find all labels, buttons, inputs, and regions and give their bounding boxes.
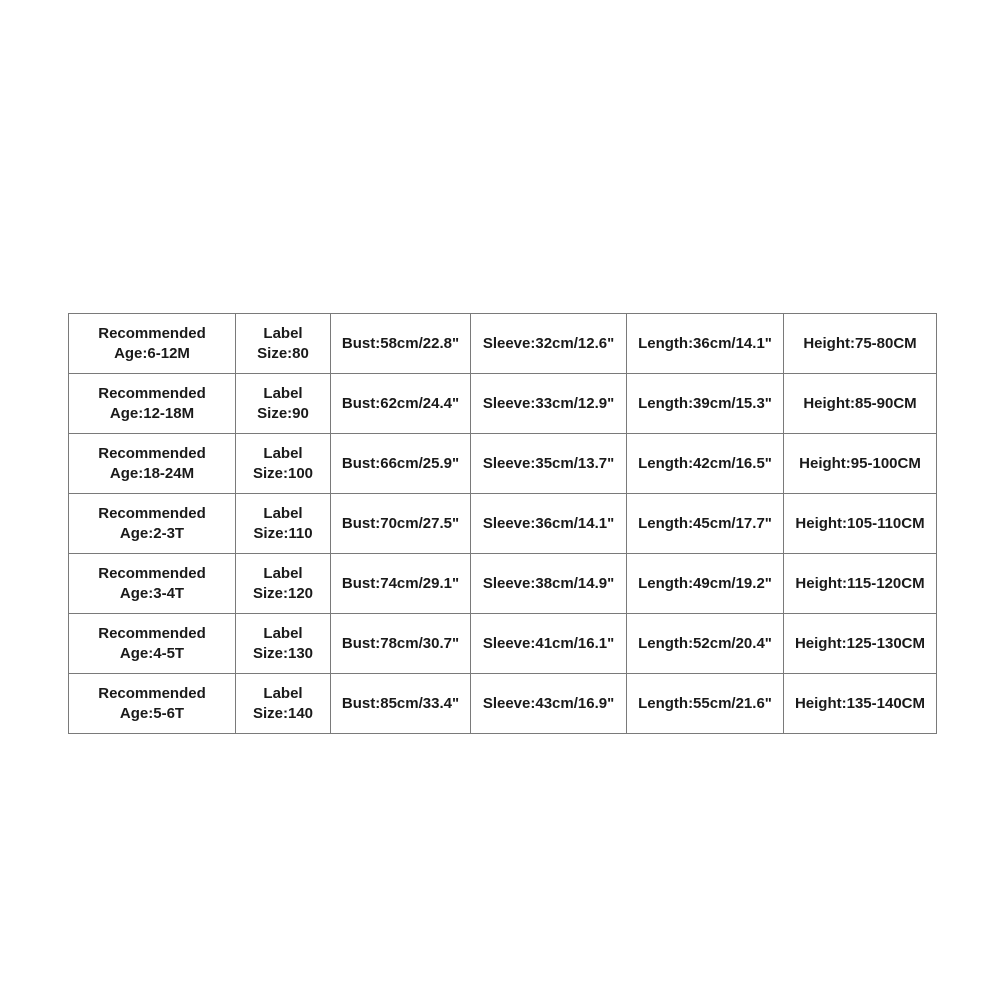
label-size-heading: Label <box>263 624 303 642</box>
recommended-age-cell <box>69 314 236 374</box>
recommended-age-value: Age:3-4T <box>119 584 185 602</box>
recommended-age-heading: Recommended <box>98 684 206 702</box>
bust-cell: Bust:58cm/22.8" <box>331 314 471 374</box>
label-size-cell <box>236 614 331 674</box>
recommended-age-cell <box>69 674 236 734</box>
recommended-age-cell <box>69 494 236 554</box>
recommended-age-value: Age:6-12M <box>114 344 190 362</box>
bust-cell: Bust:78cm/30.7" <box>331 614 471 674</box>
size-chart-table <box>68 313 937 734</box>
recommended-age-cell <box>69 614 236 674</box>
length-cell: Length:36cm/14.1" <box>627 314 784 374</box>
label-size-value: Size:120 <box>252 584 314 602</box>
label-size-cell <box>236 494 331 554</box>
size-row <box>69 434 937 494</box>
size-row <box>69 494 937 554</box>
bust-cell: Bust:62cm/24.4" <box>331 374 471 434</box>
recommended-age-heading: Recommended <box>98 564 206 582</box>
bust-cell: Bust:74cm/29.1" <box>331 554 471 614</box>
recommended-age-cell <box>69 554 236 614</box>
recommended-age-heading: Recommended <box>98 324 206 342</box>
label-size-value: Size:130 <box>252 644 314 662</box>
label-size-cell <box>236 554 331 614</box>
sleeve-cell: Sleeve:38cm/14.9" <box>471 554 627 614</box>
recommended-age-value: Age:12-18M <box>109 404 195 422</box>
label-size-heading: Label <box>263 504 303 522</box>
label-size-heading: Label <box>263 384 303 402</box>
label-size-cell <box>236 674 331 734</box>
length-cell: Length:52cm/20.4" <box>627 614 784 674</box>
recommended-age-value: Age:18-24M <box>109 464 195 482</box>
label-size-heading: Label <box>263 684 303 702</box>
label-size-heading: Label <box>263 564 303 582</box>
height-cell: Height:95-100CM <box>784 434 937 494</box>
height-cell: Height:125-130CM <box>784 614 937 674</box>
bust-cell: Bust:66cm/25.9" <box>331 434 471 494</box>
recommended-age-heading: Recommended <box>98 624 206 642</box>
label-size-cell <box>236 314 331 374</box>
size-row <box>69 614 937 674</box>
height-cell: Height:115-120CM <box>784 554 937 614</box>
label-size-heading: Label <box>263 444 303 462</box>
bust-cell: Bust:70cm/27.5" <box>331 494 471 554</box>
size-row <box>69 314 937 374</box>
length-cell: Length:42cm/16.5" <box>627 434 784 494</box>
size-row <box>69 554 937 614</box>
size-row <box>69 374 937 434</box>
height-cell: Height:105-110CM <box>784 494 937 554</box>
height-cell: Height:75-80CM <box>784 314 937 374</box>
label-size-value: Size:100 <box>252 464 314 482</box>
label-size-value: Size:140 <box>252 704 314 722</box>
label-size-cell <box>236 374 331 434</box>
sleeve-cell: Sleeve:32cm/12.6" <box>471 314 627 374</box>
recommended-age-heading: Recommended <box>98 444 206 462</box>
sleeve-cell: Sleeve:43cm/16.9" <box>471 674 627 734</box>
size-row <box>69 674 937 734</box>
length-cell: Length:45cm/17.7" <box>627 494 784 554</box>
label-size-value: Size:90 <box>257 404 309 422</box>
length-cell: Length:55cm/21.6" <box>627 674 784 734</box>
label-size-cell <box>236 434 331 494</box>
recommended-age-cell <box>69 434 236 494</box>
height-cell: Height:85-90CM <box>784 374 937 434</box>
label-size-heading: Label <box>263 324 303 342</box>
label-size-value: Size:110 <box>253 524 313 542</box>
recommended-age-heading: Recommended <box>98 384 206 402</box>
label-size-value: Size:80 <box>257 344 309 362</box>
size-chart-body <box>69 314 937 734</box>
length-cell: Length:39cm/15.3" <box>627 374 784 434</box>
sleeve-cell: Sleeve:36cm/14.1" <box>471 494 627 554</box>
recommended-age-cell <box>69 374 236 434</box>
sleeve-cell: Sleeve:41cm/16.1" <box>471 614 627 674</box>
sleeve-cell: Sleeve:33cm/12.9" <box>471 374 627 434</box>
recommended-age-value: Age:5-6T <box>119 704 185 722</box>
recommended-age-value: Age:4-5T <box>119 644 185 662</box>
sleeve-cell: Sleeve:35cm/13.7" <box>471 434 627 494</box>
bust-cell: Bust:85cm/33.4" <box>331 674 471 734</box>
recommended-age-value: Age:2-3T <box>119 524 185 542</box>
length-cell: Length:49cm/19.2" <box>627 554 784 614</box>
recommended-age-heading: Recommended <box>98 504 206 522</box>
height-cell: Height:135-140CM <box>784 674 937 734</box>
